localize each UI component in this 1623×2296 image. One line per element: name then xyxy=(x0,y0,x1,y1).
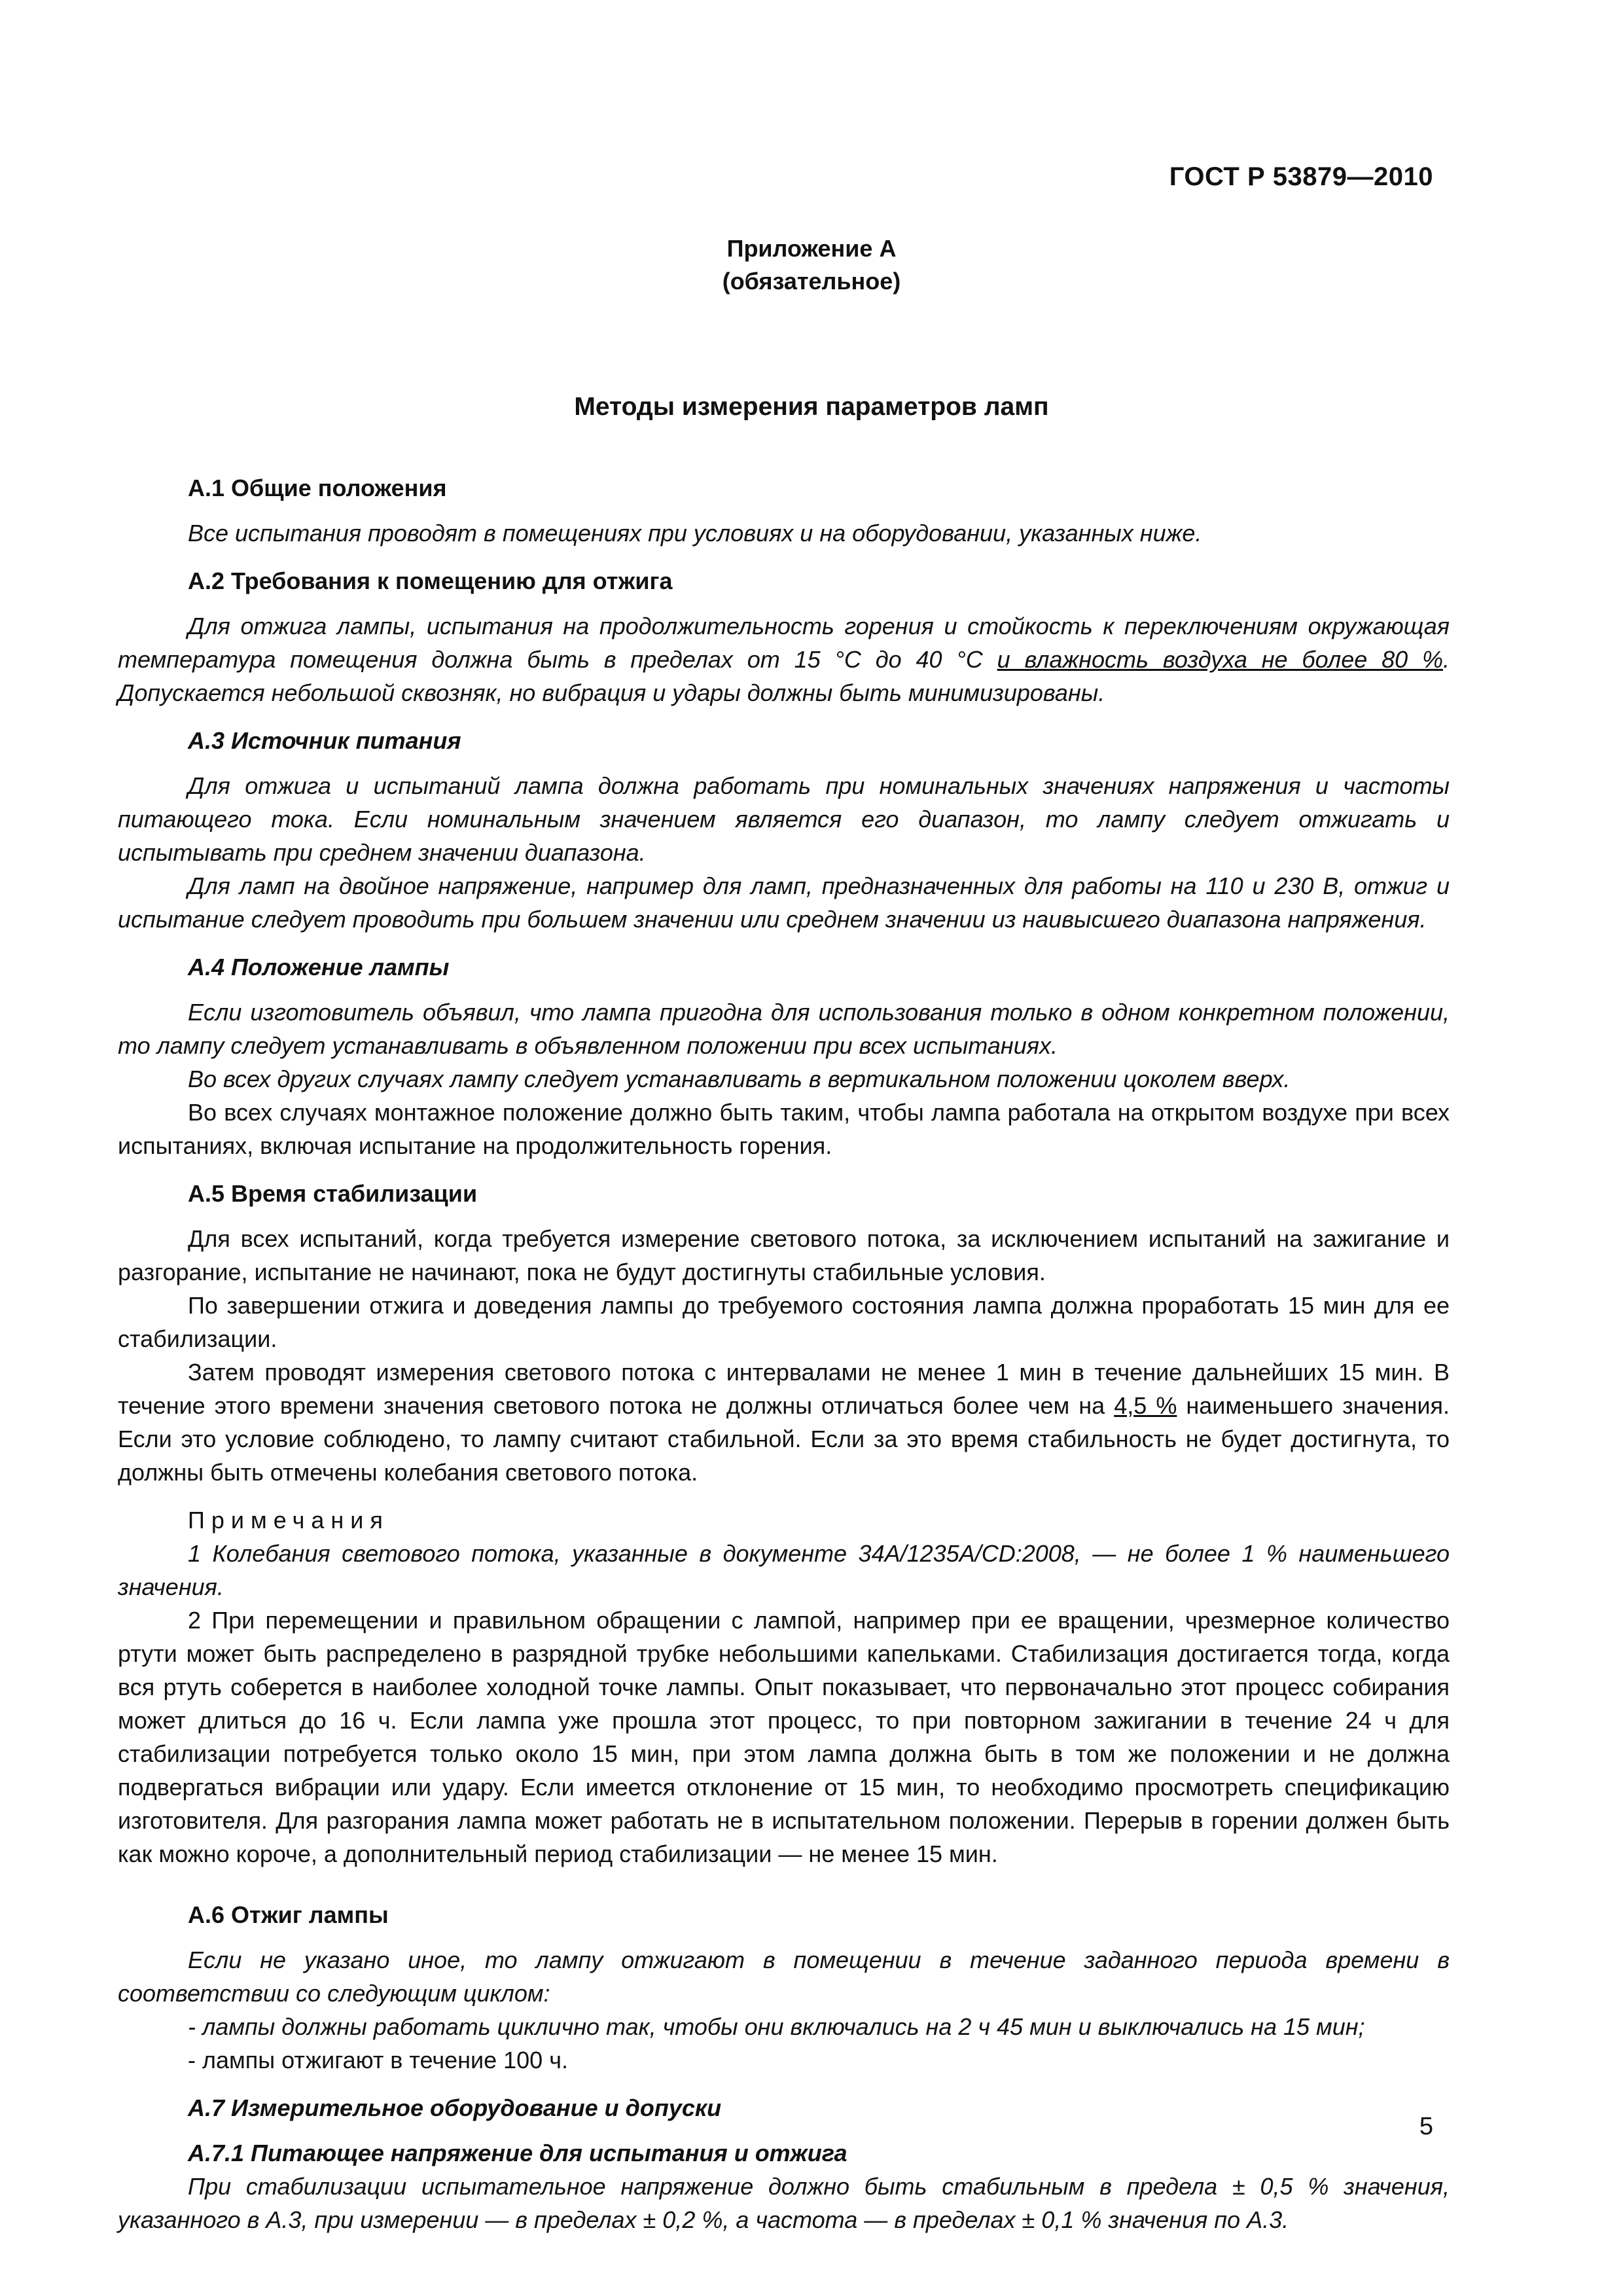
section-a5-underlined-value: 4,5 % xyxy=(1114,1392,1177,1419)
section-a7-heading: А.7 Измерительное оборудование и допуски xyxy=(188,2094,722,2121)
page-number: 5 xyxy=(1419,2113,1433,2140)
section-a2-heading: А.2 Требования к помещению для отжига xyxy=(188,567,673,594)
section-a5-text-start: Затем проводят измерения светового потока с интервалами не менее 1 мин в течение дальнейших 15 мин. В течение этого времени значения светового потока не должны отличаться более чем на xyxy=(118,1359,1450,1419)
section-a6-heading: А.6 Отжиг лампы xyxy=(188,1901,389,1928)
section-a7-1-paragraph: При стабилизации испытательное напряжение должно быть стабильным в предела ± 0,5 % значения, указанного в А.3, при измерении — в пределах ± 0,2 %, а частота — в пределах ± 0,1 % значения по А.3. xyxy=(118,2173,1450,2233)
section-a5-paragraph-1: Для всех испытаний, когда требуется измерение светового потока, за исключением испытаний на зажигание и разгорание, испытание не начинают, пока не будут достигнуты стабильные условия. xyxy=(118,1225,1450,1285)
section-a4-paragraph-1: Если изготовитель объявил, что лампа пригодна для использования только в одном конкретном положении, то лампу следует устанавливать в объявленном положении при всех испытаниях. xyxy=(118,999,1450,1059)
document-title: Методы измерения параметров ламп xyxy=(574,393,1049,421)
section-a4-paragraph-2: Во всех других случаях лампу следует устанавливать в вертикальном положении цоколем вверх. xyxy=(188,1066,1291,1092)
notes-label: Примечания xyxy=(188,1507,389,1534)
section-a5-text-end: наименьшего значения. Если это условие соблюдено, то лампу считают стабильной. Если за это время стабильность не будет достигнута, то должны быть отмечены колебания светового потока. xyxy=(118,1392,1450,1486)
appendix-heading xyxy=(0,232,1623,298)
section-a1-paragraph: Все испытания проводят в помещениях при условиях и на оборудовании, указанных ниже. xyxy=(188,520,1202,547)
note-1: 1 Колебания светового потока, указанные в документе 34A/1235A/CD:2008, — не более 1 % наименьшего значения. xyxy=(118,1540,1450,1600)
section-a3-heading: А.3 Источник питания xyxy=(188,727,461,754)
section-a6-paragraph: Если не указано иное, то лампу отжигают в помещении в течение заданного периода времени в соответствии со следующим циклом: xyxy=(118,1946,1450,2007)
section-a6-list-item-2: - лампы отжигают в течение 100 ч. xyxy=(188,2047,568,2073)
section-a3-paragraph-1: Для отжига и испытаний лампа должна работать при номинальных значениях напряжения и частоты питающего тока. Если номинальным значением является его диапазон, то лампу следует отжигать и испытывать при среднем значении диапазона. xyxy=(118,772,1450,866)
section-a3-paragraph-2: Для ламп на двойное напряжение, например для ламп, предназначенных для работы на 110 и 230 В, отжиг и испытание следует проводить при большем значении или среднем значении из наивысшего диапазона напряжения. xyxy=(118,872,1450,933)
appendix-status: (обязательное) xyxy=(722,268,901,295)
appendix-title: Приложение А xyxy=(726,235,897,262)
section-a2-underlined-text: и влажность воздуха не более 80 % xyxy=(997,646,1443,673)
document-body xyxy=(118,471,1450,2236)
section-a1-heading: А.1 Общие положения xyxy=(188,475,447,501)
section-a4-heading: А.4 Положение лампы xyxy=(188,954,450,980)
standard-code: ГОСТ Р 53879—2010 xyxy=(1169,162,1433,191)
note-2: 2 При перемещении и правильном обращении с лампой, например при ее вращении, чрезмерное количество ртути может быть распределено в разрядной трубке небольшими капельками. Стабилизация достигается тогда, когда вся ртуть соберется в наиболее холодной точке лампы. Опыт показывает, что первоначально этот процесс собирания может длиться до 16 ч. Если лампа уже прошла этот процесс, то при повторном зажигании в течение 24 ч для стабилизации потребуется только около 15 мин, при этом лампа должна быть в том же положении и не должна подвергаться вибрации или удару. Если имеется отклонение от 15 мин, то необходимо просмотреть спецификацию изготовителя. Для разгорания лампа может работать не в испытательном положении. Перерыв в горении должен быть как можно короче, а дополнительный период стабилизации — не менее 15 мин. xyxy=(118,1607,1450,1867)
section-a6-list-item-1: - лампы должны работать циклично так, чтобы они включались на 2 ч 45 мин и выключались на 15 мин; xyxy=(188,2013,1365,2040)
section-a5-paragraph-3 xyxy=(118,1355,1450,1489)
section-a2-text-start: Для отжига лампы, испытания на продолжительность горения и стойкость к переключениям окружающая температура помещения должна быть в пределах от 15 °С до 40 °С xyxy=(118,613,1450,673)
section-a2-paragraph xyxy=(118,609,1450,709)
section-a7-1-heading: А.7.1 Питающее напряжение для испытания и отжига xyxy=(188,2140,847,2166)
section-a5-heading: А.5 Время стабилизации xyxy=(188,1180,478,1207)
section-a4-paragraph-3: Во всех случаях монтажное положение должно быть таким, чтобы лампа работала на открытом воздухе при всех испытаниях, включая испытание на продолжительность горения. xyxy=(118,1099,1450,1159)
section-a5-paragraph-2: По завершении отжига и доведения лампы до требуемого состояния лампа должна проработать 15 мин для ее стабилизации. xyxy=(118,1292,1450,1352)
section-a2-text-end: . Допускается небольшой сквозняк, но вибрация и удары должны быть минимизированы. xyxy=(118,646,1450,706)
